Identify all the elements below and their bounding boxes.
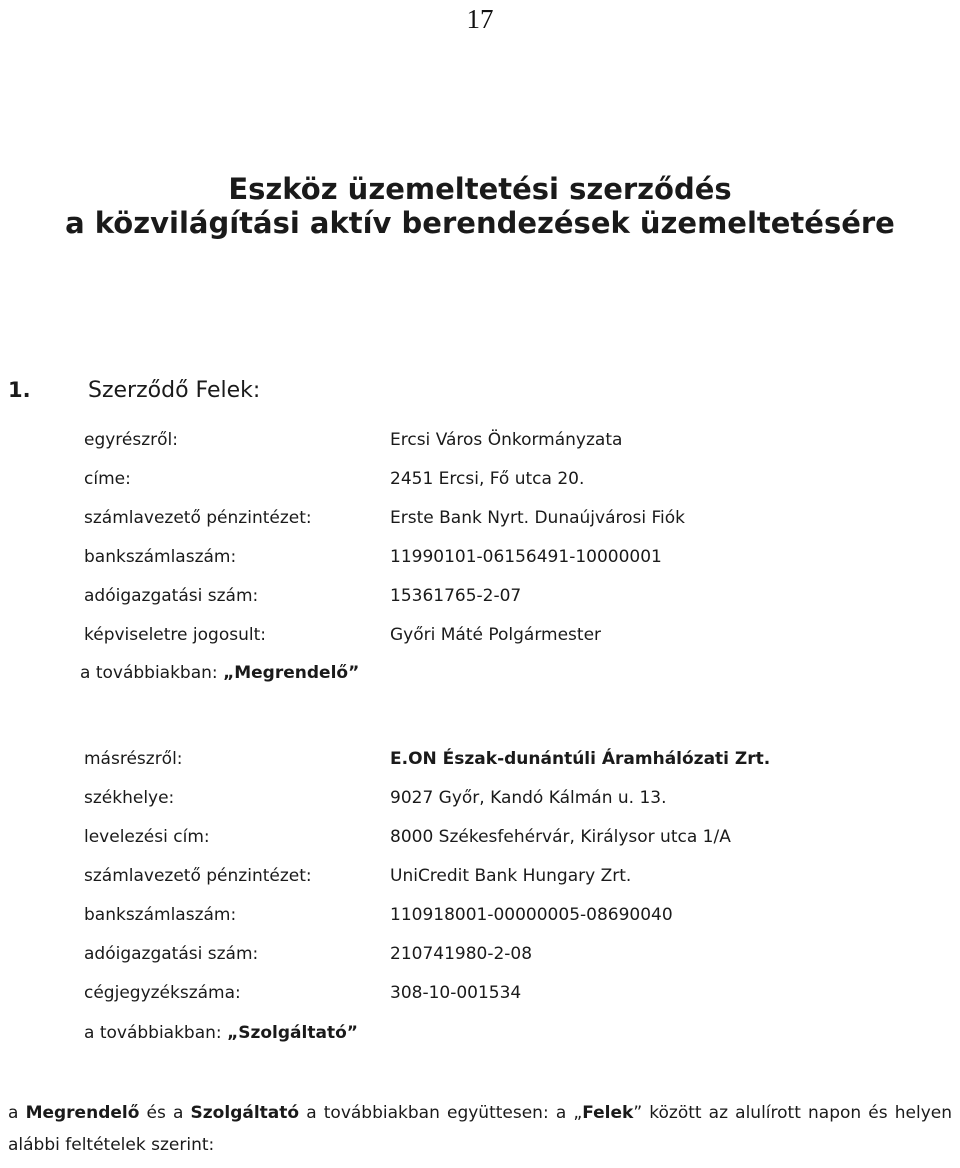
detail-value: 11990101-06156491-10000001	[390, 547, 662, 567]
detail-label: bankszámlaszám:	[84, 905, 237, 925]
detail-label: számlavezető pénzintézet:	[84, 508, 312, 528]
alias-name: „Szolgáltató”	[227, 1023, 358, 1043]
detail-value: Győri Máté Polgármester	[390, 625, 602, 645]
alias-prefix: a továbbiakban:	[84, 1023, 228, 1043]
detail-label: székhelye:	[84, 788, 175, 808]
closing-text: a	[8, 1103, 26, 1123]
closing-text: és a	[139, 1103, 191, 1123]
detail-value: UniCredit Bank Hungary Zrt.	[390, 866, 632, 886]
detail-label: levelezési cím:	[84, 827, 210, 847]
closing-text: a továbbiakban együttesen: a „	[299, 1103, 583, 1123]
section-heading	[8, 378, 260, 403]
detail-row	[84, 499, 685, 538]
detail-row	[84, 740, 770, 779]
section-number: 1.	[8, 378, 31, 402]
detail-row	[84, 857, 770, 896]
detail-row	[84, 421, 685, 460]
closing-paragraph	[8, 1097, 952, 1161]
detail-row	[84, 818, 770, 857]
alias-prefix: a továbbiakban:	[80, 663, 224, 683]
detail-row	[84, 460, 685, 499]
detail-label: másrészről:	[84, 749, 183, 769]
detail-label: adóigazgatási szám:	[84, 944, 259, 964]
detail-row	[84, 935, 770, 974]
detail-row	[84, 974, 770, 1013]
party-b-alias	[84, 1023, 358, 1043]
closing-bold-term: Megrendelő	[25, 1103, 140, 1123]
detail-label: adóigazgatási szám:	[84, 586, 259, 606]
section-title: Szerződő Felek:	[88, 378, 261, 403]
detail-row	[84, 779, 770, 818]
party-a-details	[84, 421, 685, 655]
detail-value: 15361765-2-07	[390, 586, 522, 606]
detail-row	[84, 538, 685, 577]
detail-value: Ercsi Város Önkormányzata	[390, 430, 623, 450]
page-number: 17	[466, 4, 494, 34]
closing-bold-term: Szolgáltató	[190, 1103, 300, 1123]
detail-label: képviseletre jogosult:	[84, 625, 266, 645]
detail-label: címe:	[84, 469, 131, 489]
document-title	[0, 172, 960, 240]
party-b-details	[84, 740, 770, 1013]
detail-label: cégjegyzékszáma:	[84, 983, 241, 1003]
detail-row	[84, 616, 685, 655]
detail-value: Erste Bank Nyrt. Dunaújvárosi Fiók	[390, 508, 686, 528]
closing-bold-term: Felek	[582, 1103, 634, 1123]
detail-value: 110918001-00000005-08690040	[390, 905, 673, 925]
detail-label: számlavezető pénzintézet:	[84, 866, 312, 886]
detail-label: egyrészről:	[84, 430, 179, 450]
detail-label: bankszámlaszám:	[84, 547, 237, 567]
detail-value: 210741980-2-08	[390, 944, 533, 964]
detail-value: E.ON Észak-dunántúli Áramhálózati Zrt.	[390, 749, 771, 769]
detail-value: 2451 Ercsi, Fő utca 20.	[390, 469, 585, 489]
title-line-1: Eszköz üzemeltetési szerződés	[228, 172, 732, 206]
detail-value: 308-10-001534	[390, 983, 522, 1003]
alias-name: „Megrendelő”	[223, 663, 360, 683]
detail-value: 9027 Győr, Kandó Kálmán u. 13.	[390, 788, 667, 808]
title-line-2: a közvilágítási aktív berendezések üzemeltetésére	[65, 206, 895, 240]
party-a-alias	[80, 663, 359, 683]
detail-row	[84, 577, 685, 616]
detail-row	[84, 896, 770, 935]
detail-value: 8000 Székesfehérvár, Királysor utca 1/A	[390, 827, 731, 847]
closing-text: ” között az alulírott napon és helyen alábbi feltételek szerint:	[8, 1103, 952, 1155]
